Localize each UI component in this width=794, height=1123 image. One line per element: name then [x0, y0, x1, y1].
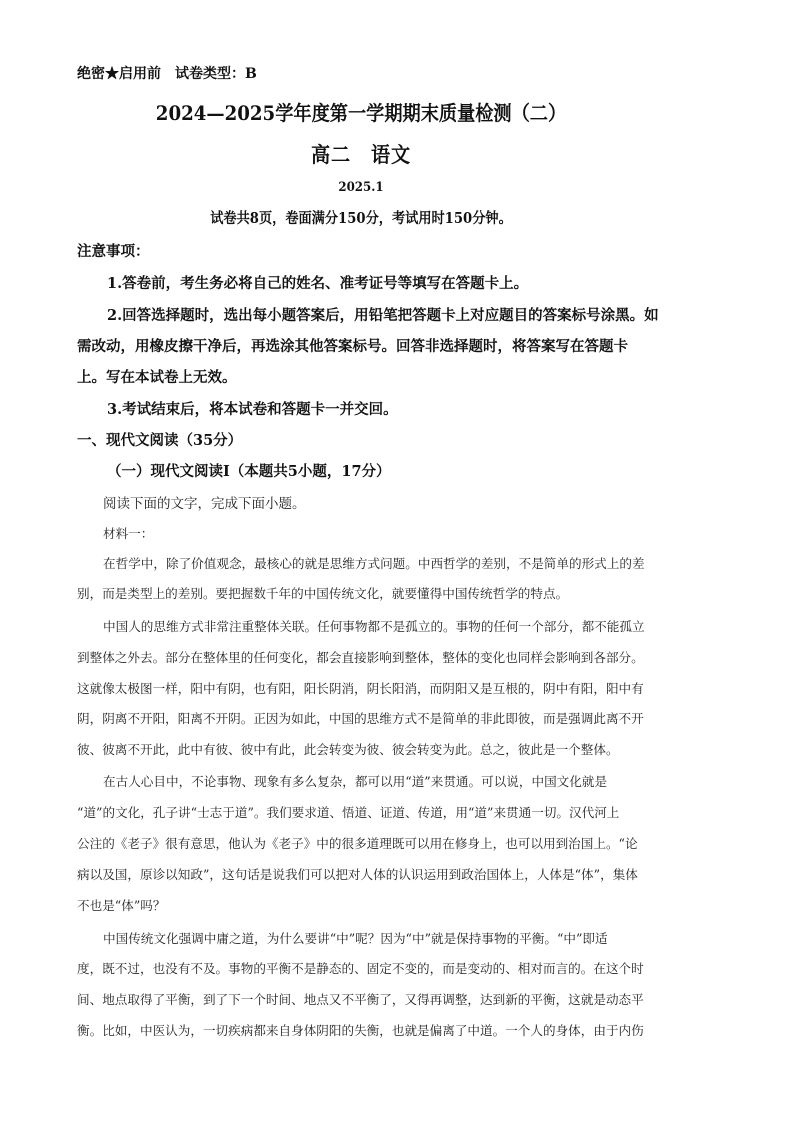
section-subtitle: （一）现代文阅读Ⅰ（本题共5小题，17分） [107, 463, 391, 480]
body-line: 不也是“体”吗？ [77, 898, 166, 913]
body-line: 这就像太极图一样，阳中有阴，也有阳，阳长阴消，阴长阳消，而阴阳又是互根的，阴中有阳，阳中有 [77, 681, 644, 696]
notice-line: 2.回答选择题时，选出每小题答案后，用铅笔把答题卡上对应题目的答案标号涂黑。如 [107, 307, 659, 324]
body-line: 度，既不过，也没有不及。事物的平衡不是静态的、固定不变的，而是变动的、相对而言的。在这个时 [77, 961, 644, 976]
body-line: 到整体之外去。部分在整体里的任何变化，都会直接影响到整体，整体的变化也同样会影响到各部分。 [77, 650, 644, 665]
body-line: 衡。比如，中医认为，一切疾病都来自身体阴阳的失衡，也就是偏离了中道。一个人的身体，由于内伤 [77, 1023, 644, 1038]
body-line: 中国人的思维方式非常注重整体关联。任何事物都不是孤立的。事物的任何一个部分，都不能孤立 [103, 619, 645, 634]
body-line: 在古人心目中，不论事物、现象有多么复杂，都可以用“道”来贯通。可以说，中国文化就是 [103, 774, 608, 789]
body-line: 彼、彼离不开此，此中有彼、彼中有此，此会转变为彼、彼会转变为此。总之，彼此是一个整体。 [77, 742, 619, 757]
body-line: 病以及国，原诊以知政”，这句话是说我们可以把对人体的认识运用到政治国体上，人体是“体”，集体 [77, 867, 638, 882]
exam-title: 2024—2025学年度第一学期期末质量检测（二） [155, 101, 567, 125]
body-line: 在哲学中，除了价值观念，最核心的就是思维方式问题。中西哲学的差别，不是简单的形式上的差 [103, 556, 645, 571]
confidential-header: 绝密★启用前 试卷类型：B [77, 66, 257, 82]
body-line: 公注的《老子》很有意思，他认为《老子》中的很多道理既可以用在修身上，也可以用到治国上。“论 [77, 836, 638, 851]
exam-subtitle: 高二 语文 [310, 142, 412, 167]
notice-title: 注意事项： [77, 243, 150, 260]
section-title: 一、现代文阅读（35分） [77, 432, 243, 449]
body-line: “道”的文化，孔子讲“士志于道”。我们要求道、悟道、证道、传道，用“道”来贯通一切。汉代河上 [77, 805, 620, 820]
notice-line: 需改动，用橡皮擦干净后，再选涂其他答案标号。回答非选择题时，将答案写在答题卡 [77, 338, 628, 355]
body-line: 中国传统文化强调中庸之道，为什么要讲“中”呢？因为“中”就是保持事物的平衡。“中”即适 [103, 931, 608, 946]
notice-line: 上。写在本试卷上无效。 [77, 369, 237, 386]
body-line: 别，而是类型上的差别。要把握数千年的中国传统文化，就要懂得中国传统哲学的特点。 [77, 586, 569, 601]
body-line: 间、地点取得了平衡，到了下一个时间、地点又不平衡了，又得再调整，达到新的平衡，这就是动态平 [77, 992, 644, 1007]
reading-instruction: 阅读下面的文字，完成下面小题。 [103, 496, 306, 512]
notice-line: 1.答卷前，考生务必将自己的姓名、准考证号等填写在答题卡上。 [107, 275, 529, 292]
notice-line: 3.考试结束后，将本试卷和答题卡一并交回。 [107, 401, 398, 418]
exam-date: 2025.1 [338, 180, 384, 195]
material-label: 材料一： [103, 526, 154, 541]
exam-info: 试卷共8页，卷面满分150分，考试用时150分钟。 [210, 210, 512, 227]
body-line: 阴，阴离不开阳，阳离不开阴。正因为如此，中国的思维方式不是简单的非此即彼，而是强调此离不开 [77, 711, 644, 726]
